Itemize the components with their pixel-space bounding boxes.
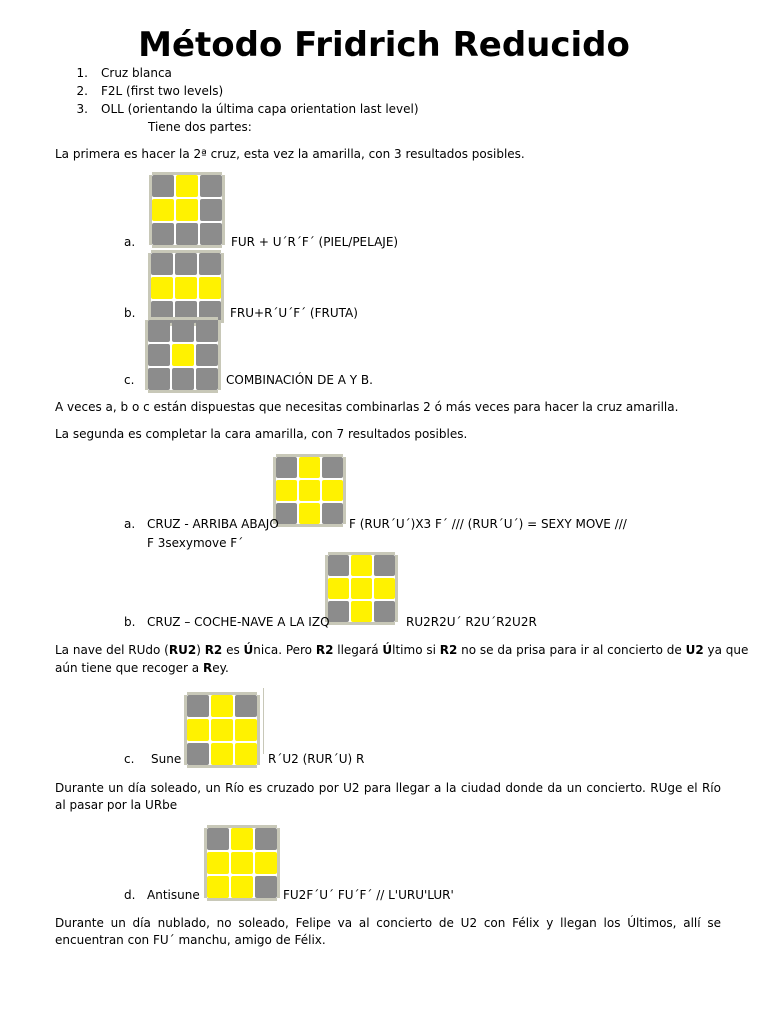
case-algorithm: FRU+R´U´F´ (FRUTA) — [230, 306, 358, 320]
mnemonic-text: ya que — [703, 643, 749, 657]
case-name: CRUZ – COCHE-NAVE A LA IZQ — [147, 615, 330, 629]
divider-line — [263, 688, 264, 754]
yellow-sticker — [187, 719, 209, 741]
yellow-sticker — [328, 578, 349, 599]
gray-sticker — [374, 555, 395, 576]
yellow-sticker — [176, 199, 198, 221]
gray-sticker — [235, 695, 257, 717]
yellow-sticker — [276, 480, 297, 501]
gray-sticker — [172, 320, 194, 342]
case-letter: b. — [124, 306, 136, 320]
cube-edge — [187, 765, 257, 768]
case-algorithm: FU2F´U´ FU´F´ // L'URU'LUR' — [283, 888, 454, 902]
gray-sticker — [322, 457, 343, 478]
step-text: OLL (orientando la última capa orientation last level) — [101, 102, 419, 116]
step-text: Cruz blanca — [101, 66, 172, 80]
mnemonic-d: Durante un día nublado, no soleado, Felipe va al concierto de U2 con Félix y llegan los Últimos, allí se encuentran con FU´ manchu, amigo de Félix. — [55, 916, 721, 947]
cube-diagram-sune — [187, 695, 257, 765]
cube-edge — [257, 695, 260, 765]
gray-sticker — [276, 503, 297, 524]
gray-sticker — [176, 223, 198, 245]
case-name: Sune — [151, 752, 182, 766]
cube-diagram-cross — [276, 457, 343, 524]
gray-sticker — [148, 320, 170, 342]
gray-sticker — [207, 828, 229, 850]
yellow-sticker — [199, 277, 221, 299]
gray-sticker — [148, 344, 170, 366]
mnemonic-c: Durante un día soleado, un Río es cruzado por U2 para llegar a la ciudad donde da un concierto. RUge el Río al pasar por la URbe — [55, 781, 721, 812]
gray-sticker — [328, 601, 349, 622]
cube-edge — [343, 457, 346, 524]
yellow-sticker — [211, 695, 233, 717]
case-algorithm: COMBINACIÓN DE A Y B. — [226, 373, 373, 387]
gray-sticker — [199, 253, 221, 275]
mnemonic-text: La nave del RUdo ( — [55, 643, 169, 657]
gray-sticker — [200, 223, 222, 245]
yellow-sticker — [299, 503, 320, 524]
gray-sticker — [200, 199, 222, 221]
cube-diagram-a — [152, 175, 222, 245]
cube-edge — [148, 390, 218, 393]
cube-edge — [222, 175, 225, 245]
cube-diagram-antisune — [207, 828, 277, 898]
gray-sticker — [374, 601, 395, 622]
gray-sticker — [255, 876, 277, 898]
gray-sticker — [148, 368, 170, 390]
cube-edge — [328, 622, 395, 625]
case-letter: b. — [124, 615, 136, 629]
yellow-sticker — [231, 876, 253, 898]
gray-sticker — [196, 344, 218, 366]
part1-intro: La primera es hacer la 2ª cruz, esta vez la amarilla, con 3 resultados posibles. — [55, 147, 525, 161]
yellow-sticker — [322, 480, 343, 501]
step-number: 1. — [76, 66, 88, 80]
yellow-sticker — [299, 457, 320, 478]
mnemonic-bold: R2 — [204, 643, 223, 657]
gray-sticker — [187, 743, 209, 765]
cube-edge — [395, 555, 398, 622]
mnemonic-bold: U2 — [685, 643, 704, 657]
gray-sticker — [152, 223, 174, 245]
mnemonic-bold: R2 — [315, 643, 334, 657]
yellow-sticker — [235, 719, 257, 741]
mnemonic-bold: Ú — [243, 643, 254, 657]
mnemonic-bold: R — [202, 661, 213, 675]
part1-note: A veces a, b o c están dispuestas que necesitas combinarlas 2 ó más veces para hacer la cruz amarilla. — [55, 400, 679, 414]
mnemonic-text: es — [222, 643, 244, 657]
yellow-sticker — [255, 852, 277, 874]
cube-edge — [152, 245, 222, 248]
yellow-sticker — [172, 344, 194, 366]
yellow-sticker — [207, 876, 229, 898]
case-letter: c. — [124, 752, 135, 766]
cube-diagram-cross-nave — [328, 555, 395, 622]
gray-sticker — [187, 695, 209, 717]
case-algorithm: RU2R2U´ R2U´R2U2R — [406, 615, 537, 629]
cube-edge — [218, 320, 221, 390]
mnemonic-text: no se da prisa para ir al concierto de — [457, 643, 686, 657]
yellow-sticker — [351, 555, 372, 576]
case-letter: a. — [124, 517, 136, 531]
yellow-sticker — [351, 601, 372, 622]
mnemonic-bold: Ú — [382, 643, 393, 657]
yellow-sticker — [151, 277, 173, 299]
yellow-sticker — [351, 578, 372, 599]
mnemonic-text: nica. Pero — [253, 643, 316, 657]
mnemonic-b-line2 — [55, 661, 229, 675]
case-algorithm-continued: F 3sexymove F´ — [147, 536, 244, 550]
cube-edge — [221, 253, 224, 323]
case-algorithm: F (RUR´U´)X3 F´ /// (RUR´U´) = SEXY MOVE /// — [349, 517, 627, 531]
mnemonic-b-line1 — [55, 643, 749, 657]
gray-sticker — [276, 457, 297, 478]
gray-sticker — [151, 253, 173, 275]
gray-sticker — [322, 503, 343, 524]
cube-edge — [207, 898, 277, 901]
yellow-sticker — [374, 578, 395, 599]
case-name: CRUZ - ARRIBA ABAJO — [147, 517, 279, 531]
case-letter: a. — [124, 235, 136, 249]
page-title: Método Fridrich Reducido — [138, 25, 630, 65]
gray-sticker — [175, 253, 197, 275]
yellow-sticker — [231, 852, 253, 874]
gray-sticker — [255, 828, 277, 850]
mnemonic-text: aún tiene que recoger a — [55, 661, 203, 675]
gray-sticker — [196, 320, 218, 342]
yellow-sticker — [235, 743, 257, 765]
yellow-sticker — [152, 199, 174, 221]
mnemonic-bold: RU2 — [168, 643, 197, 657]
cube-edge — [276, 524, 343, 527]
gray-sticker — [172, 368, 194, 390]
mnemonic-text: ) — [196, 643, 205, 657]
mnemonic-text: ey. — [212, 661, 229, 675]
case-algorithm: R´U2 (RUR´U) R — [268, 752, 365, 766]
case-algorithm: FUR + U´R´F´ (PIEL/PELAJE) — [231, 235, 399, 249]
oll-note: Tiene dos partes: — [148, 120, 252, 134]
mnemonic-text: ltimo si — [392, 643, 440, 657]
step-number: 2. — [76, 84, 88, 98]
yellow-sticker — [211, 743, 233, 765]
case-name: Antisune — [147, 888, 200, 902]
yellow-sticker — [207, 852, 229, 874]
gray-sticker — [200, 175, 222, 197]
case-letter: c. — [124, 373, 135, 387]
cube-diagram-b — [151, 253, 221, 323]
cube-diagram-c — [148, 320, 218, 390]
part2-intro: La segunda es completar la cara amarilla, con 7 resultados posibles. — [55, 427, 468, 441]
case-letter: d. — [124, 888, 136, 902]
gray-sticker — [152, 175, 174, 197]
yellow-sticker — [211, 719, 233, 741]
mnemonic-bold: R2 — [439, 643, 458, 657]
cube-edge — [277, 828, 280, 898]
step-number: 3. — [76, 102, 88, 116]
yellow-sticker — [231, 828, 253, 850]
gray-sticker — [196, 368, 218, 390]
mnemonic-text: llegará — [333, 643, 383, 657]
step-text: F2L (first two levels) — [101, 84, 224, 98]
gray-sticker — [328, 555, 349, 576]
yellow-sticker — [175, 277, 197, 299]
yellow-sticker — [176, 175, 198, 197]
yellow-sticker — [299, 480, 320, 501]
